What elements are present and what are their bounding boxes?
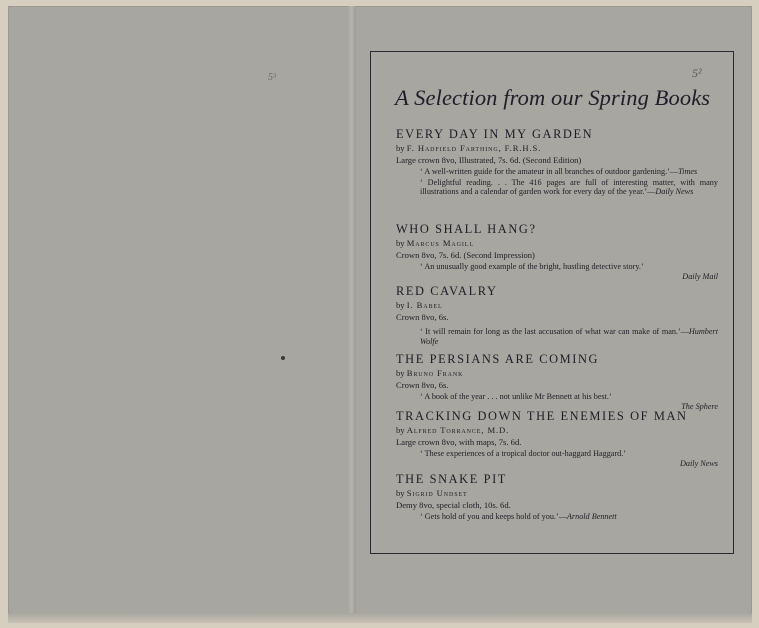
book-author: Alfred Torrance, M.D. [406, 425, 510, 435]
book-entry-who-shall-hang [396, 222, 718, 281]
book-title: THE PERSIANS ARE COMING [396, 352, 600, 366]
book-details: Large crown 8vo, Illustrated, 7s. 6d. (Second Edition) [396, 155, 582, 165]
book-review-quote: ‘ A book of the year . . . not unlike Mr Bennett at his best.’ The Sphere [420, 392, 718, 411]
book-author: I. Babel [406, 300, 443, 310]
book-author-line: by Marcus Magill [396, 238, 474, 248]
review-source: Daily News [680, 458, 718, 468]
book-entry-every-day-in-my-garden [396, 127, 718, 197]
pencil-note-right: 5² [692, 66, 702, 80]
book-entry-red-cavalry [396, 284, 718, 346]
book-details: Demy 8vo, special cloth, 10s. 6d. [396, 500, 511, 510]
book-author: Bruno Frank [406, 368, 464, 378]
review-source: The Sphere [681, 401, 718, 411]
pencil-note-left: 5³ [268, 72, 276, 83]
book-author: F. Hadfield Farthing, F.R.H.S. [406, 143, 542, 153]
book-title: EVERY DAY IN MY GARDEN [396, 127, 594, 141]
book-review-quote: ‘ Gets hold of you and keeps hold of you.’—Arnold Bennett [420, 512, 617, 521]
book-details: Crown 8vo, 7s. 6d. (Second Impression) [396, 250, 535, 260]
book-review-quote: ‘ Delightful reading. . . The 416 pages are full of interesting matter, with many illustrations and a calendar of garden work for every day of the year.’—Daily News [420, 177, 718, 197]
book-author: Sigrid Undset [406, 488, 468, 498]
book-title: RED CAVALRY [396, 284, 498, 298]
book-author-line: by Bruno Frank [396, 368, 464, 378]
ink-dot [281, 356, 285, 360]
book-details: Crown 8vo, 6s. [396, 312, 449, 322]
book-title: TRACKING DOWN THE ENEMIES OF MAN [396, 409, 688, 423]
book-entry-the-persians-are-coming [396, 352, 718, 411]
review-source: Arnold Bennett [566, 512, 617, 521]
book-review-quote: ‘ A well-written guide for the amateur in all branches of outdoor gardening.’—Times [420, 167, 698, 176]
book-review-quote: ‘ It will remain for long as the last accusation of what war can make of man.’—Humbert Wolfe [420, 327, 718, 346]
book-title: WHO SHALL HANG? [396, 222, 537, 236]
book-entry-the-snake-pit [396, 472, 718, 522]
book-author-line: by Alfred Torrance, M.D. [396, 425, 510, 435]
book-details: Large crown 8vo, with maps, 7s. 6d. [396, 437, 522, 447]
review-source: Times [678, 167, 698, 176]
book-author-line: by I. Babel [396, 300, 443, 310]
center-fold [348, 6, 356, 623]
book-title: THE SNAKE PIT [396, 472, 507, 486]
book-author-line: by Sigrid Undset [396, 488, 468, 498]
book-review-quote: ‘ These experiences of a tropical doctor out-haggard Haggard.’ Daily News [420, 449, 718, 468]
book-entry-tracking-down-the-enemies-of-man [396, 409, 718, 468]
book-author: Marcus Magill [406, 238, 474, 248]
book-details: Crown 8vo, 6s. [396, 380, 449, 390]
paper-edge [8, 613, 752, 623]
book-review-quote: ‘ An unusually good example of the bright, hustling detective story.’ Daily Mail [420, 262, 718, 281]
review-source: Daily Mail [682, 271, 718, 281]
review-source: Daily News [655, 187, 694, 197]
book-author-line: by F. Hadfield Farthing, F.R.H.S. [396, 143, 542, 153]
page-heading: A Selection from our Spring Books [395, 85, 711, 110]
review-source: Humbert Wolfe [420, 327, 718, 346]
